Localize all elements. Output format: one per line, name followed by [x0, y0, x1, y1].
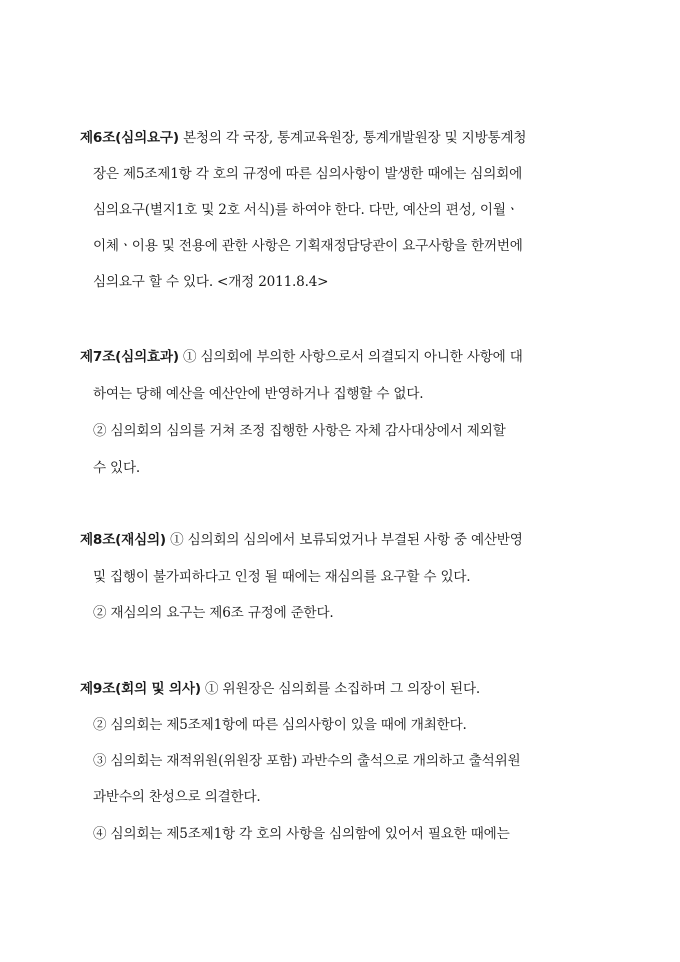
article-8-line-1	[80, 531, 523, 549]
article-9-line-3: ③ 심의회는 재적위원(위원장 포함) 과반수의 출석으로 개의하고 출석위원	[93, 753, 521, 769]
article-9-line-1	[80, 680, 480, 698]
article-7-line-1	[80, 348, 523, 366]
article-8-text-1: ① 심의회의 심의에서 보류되었거나 부결된 사항 중 예산반영	[165, 532, 523, 548]
article-9-line-2: ② 심의회는 제5조제1항에 따른 심의사항이 있을 때에 개최한다.	[93, 717, 467, 733]
article-6-line-3: 심의요구(별지1호 및 2호 서식)를 하여야 한다. 다만, 예산의 편성, 이월ㆍ	[93, 202, 519, 218]
article-7-line-3: ② 심의회의 심의를 거쳐 조정 집행한 사항은 자체 감사대상에서 제외할	[93, 423, 506, 439]
article-7-line-2: 하여는 당해 예산을 예산안에 반영하거나 집행할 수 없다.	[93, 386, 424, 402]
article-7-title: 제7조(심의효과)	[80, 349, 179, 365]
article-6-line-1	[80, 129, 526, 147]
article-9-title: 제9조(회의 및 의사)	[80, 681, 201, 697]
article-6-title: 제6조(심의요구)	[80, 130, 179, 146]
article-6-text-1: 본청의 각 국장, 통계교육원장, 통계개발원장 및 지방통계청	[178, 130, 527, 146]
article-7-text-1: ① 심의회에 부의한 사항으로서 의결되지 아니한 사항에 대	[178, 349, 523, 365]
article-9-line-5: ④ 심의회는 제5조제1항 각 호의 사항을 심의함에 있어서 필요한 때에는	[93, 826, 510, 842]
article-8-line-3: ② 재심의의 요구는 제6조 규정에 준한다.	[93, 605, 334, 621]
article-8-line-2: 및 집행이 불가피하다고 인정 될 때에는 재심의를 요구할 수 있다.	[93, 569, 471, 585]
article-6-line-4: 이체ㆍ이용 및 전용에 관한 사항은 기획재정담당관이 요구사항을 한꺼번에	[93, 238, 523, 254]
article-7-line-4: 수 있다.	[93, 460, 141, 476]
article-9-line-4: 과반수의 찬성으로 의결한다.	[93, 789, 261, 805]
article-8-title: 제8조(재심의)	[80, 532, 166, 548]
article-6-line-5: 심의요구 할 수 있다. <개정 2011.8.4>	[93, 274, 329, 290]
article-6-line-2: 장은 제5조제1항 각 호의 규정에 따른 심의사항이 발생한 때에는 심의회에	[93, 166, 523, 182]
article-9-text-1: ① 위원장은 심의회를 소집하며 그 의장이 된다.	[200, 681, 481, 697]
